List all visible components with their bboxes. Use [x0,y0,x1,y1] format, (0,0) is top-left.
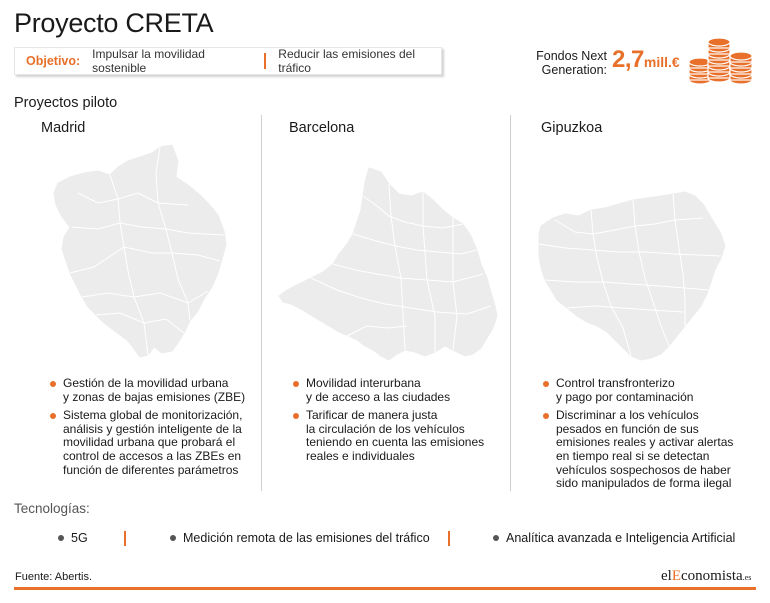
tech-item-label: Analítica avanzada e Inteligencia Artificial [506,531,736,545]
brand-logo [661,568,751,585]
bullet-dot [170,535,176,541]
barcelona-bullets [293,377,498,469]
funds-label [531,49,607,77]
bullet-line: pesados en función de sus [556,421,699,436]
objective-item: Reducir las emisiones del tráfico [278,47,416,75]
bullet-line: Gestión de la movilidad urbana [63,376,229,390]
page-title: Proyecto CRETA [14,8,214,38]
brand-part: el [661,568,672,584]
funds-value: 2,7 [612,46,644,73]
funds-amount [612,46,680,74]
bullet-line: Movilidad interurbana [306,376,421,390]
objective-item: Impulsar la movilidad sostenible [92,47,205,75]
bullet-line: Tarificar de manera justa [306,408,438,423]
city-name-gipuzkoa: Gipuzkoa [541,120,603,136]
objective-box [14,47,442,75]
brand-part: E [671,568,681,584]
tech-item [493,531,735,545]
tech-item-label: 5G [71,531,88,545]
gipuzkoa-bullets [543,377,758,496]
bullet-line: Sistema global de monitorización, [63,408,243,423]
madrid-bullets [50,377,250,482]
bullet-line: Discriminar a los vehículos [556,408,699,423]
pilots-label: Proyectos piloto [14,95,118,111]
tech-item [170,531,430,545]
bullet-line: la circulación de los vehículos [306,421,465,436]
funds-label-line: Generation: [541,63,607,77]
column-divider [261,115,262,491]
bullet-line: y de acceso a las ciudades [306,389,451,404]
list-item [50,409,250,477]
city-name-madrid: Madrid [41,120,86,136]
bullet-dot [58,535,64,541]
bullet-line: análisis y gestión inteligente de la [63,421,242,436]
brand-part: .es [742,573,752,582]
tech-item-label: Medición remota de las emisiones del tráfico [183,531,430,545]
bullet-line: función de diferentes parámetros [63,462,239,477]
column-divider [510,115,511,491]
bullet-line: en tiempo real si se detectan [556,448,710,463]
list-item [50,377,250,404]
bottom-bar [14,587,756,590]
city-name-barcelona: Barcelona [289,120,355,136]
bullet-line: y pago por contaminación [556,389,694,404]
bullet-line: emisiones reales y activar alertas [556,435,734,450]
objective-separator [264,53,266,69]
coins-icon [686,36,756,86]
gipuzkoa-map [535,190,731,362]
tech-item [58,531,88,545]
bullet-line: sido manipulados de forma ilegal [556,476,732,491]
source-note: Fuente: Abertis. [15,571,93,583]
tech-separator [448,531,450,546]
objective-label: Objetivo: [26,54,81,68]
funds-unit: mill.€ [643,54,680,70]
funds-label-line: Fondos Next [536,49,607,63]
bullet-line: movilidad urbana que probará el [63,435,236,450]
bullet-line: vehículos sospechosos de haber [556,462,731,477]
bullet-dot [493,535,499,541]
list-item [543,377,758,404]
list-item [293,409,498,463]
barcelona-map [277,166,503,362]
list-item [543,409,758,491]
madrid-map [48,143,238,358]
bullet-line: Control transfronterizo [556,376,675,390]
tech-separator [124,531,126,546]
bullet-line: y zonas de bajas emisiones (ZBE) [63,389,246,404]
bullet-line: control de accesos a las ZBEs en [63,448,242,463]
technologies-label: Tecnologías: [14,501,90,516]
brand-part: conomista [681,568,743,584]
bullet-line: teniendo en cuenta las emisiones [306,435,485,450]
list-item [293,377,498,404]
bullet-line: reales e individuales [306,448,415,463]
